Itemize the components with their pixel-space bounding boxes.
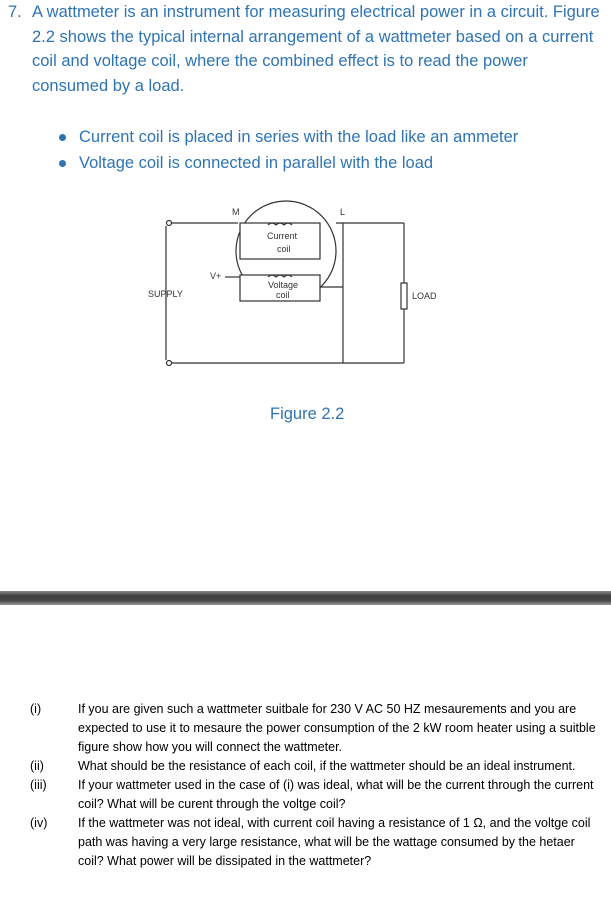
sub-question-number: (ii): [30, 759, 44, 773]
sub-question-text: If you are given such a wattmeter suitbale for 230 V AC 50 HZ mesaurements and you are expected to use it to mesaure the power consumption of the 2 kW room heater using a suitble figure show how you will connect the wattmeter.: [78, 702, 596, 754]
sub-question-number: (iv): [30, 816, 48, 830]
load-resistor: [401, 283, 407, 309]
m-label: M: [232, 207, 240, 217]
sub-questions: [0, 700, 611, 871]
supply-label: SUPPLY: [148, 289, 183, 299]
sub-question-text: If the wattmeter was not ideal, with current coil having a resistance of 1 Ω, and the voltge coil path was having a very large resistance, what will be the wattage consumed by the hetaer coil? What power will be dissipated in the wattmeter?: [78, 816, 591, 868]
load-label: LOAD: [412, 291, 437, 301]
l-label: L: [340, 207, 346, 217]
sub-question-text: What should be the resistance of each coil, if the wattmeter should be an ideal instrument.: [78, 759, 576, 773]
bullet-item: Current coil is placed in series with the load like an ammeter: [56, 124, 596, 150]
bullet-list: [56, 124, 596, 176]
page-divider: [0, 591, 611, 605]
figure-caption: Figure 2.2: [270, 405, 345, 423]
current-coil-label-2: coil: [277, 244, 291, 254]
supply-terminal-bottom: [167, 361, 172, 366]
sub-question-text: If your wattmeter used in the case of (i) was ideal, what will be the current through the current coil? What will be curent through the voltge coil?: [78, 778, 594, 811]
sub-question: [0, 757, 611, 776]
wattmeter-diagram: [140, 195, 480, 405]
sub-question: [0, 814, 611, 871]
sub-question-number: (iii): [30, 778, 47, 792]
voltage-coil-label-2: coil: [276, 290, 290, 300]
voltage-coil-label-1: Voltage: [268, 280, 299, 290]
supply-terminal-top: [167, 221, 172, 226]
sub-question-number: (i): [30, 702, 42, 716]
bullet-item: Voltage coil is connected in parallel with the load: [56, 150, 596, 176]
sub-question: [0, 776, 611, 814]
question-text: A wattmeter is an instrument for measuring electrical power in a circuit. Figure 2.2 shows the typical internal arrangement of a wattmeter based on a current coil and voltage coil, where the combined effect is to read the power consumed by a load.: [32, 3, 600, 95]
v-plus-label: V+: [210, 271, 222, 281]
question-number: 7.: [8, 3, 22, 21]
question-header: [8, 0, 608, 98]
current-coil-label-1: Current: [267, 231, 298, 241]
sub-question: [0, 700, 611, 757]
